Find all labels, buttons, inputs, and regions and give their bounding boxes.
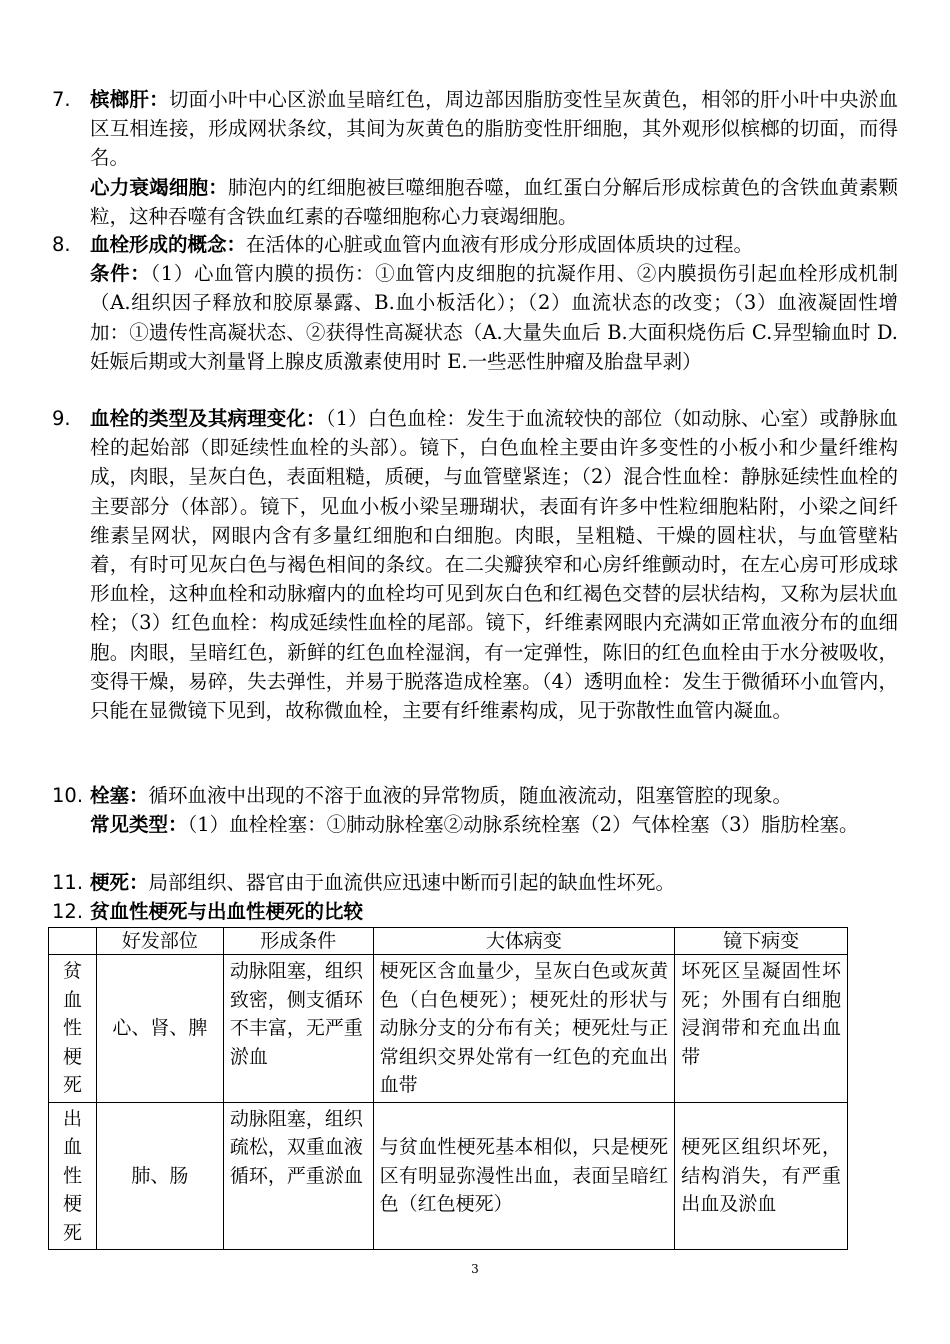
table-cell-type: 出 血 性 梗 死 [49,1102,97,1250]
term-title: 栓塞： [90,784,149,807]
term-title: 血栓的类型及其病理变化： [90,407,326,430]
term-text: 切面小叶中心区淤血呈暗红色，周边部因脂肪变性呈灰黄色，相邻的肝小叶中央淤血区互相连接，形成网状条纹，其间为灰黄色的脂肪变性肝细胞，其外观形似槟榔的切面，而得名。 [90,88,898,170]
table-cell-micro: 梗死区组织坏死，结构消失，有严重出血及淤血 [675,1102,848,1250]
table-header: 形成条件 [223,928,373,955]
item-11 [52,868,898,897]
table-header-row [49,928,848,955]
term-title: 梗死： [90,871,149,894]
subterm-title: 常见类型： [90,813,188,837]
table-cell-gross: 梗死区含血量少，呈灰白色或灰黄色（白色梗死）；梗死灶的形状与动脉分支的分布有关；梗死灶与正常组织交界处常有一红色的充血出血带 [373,955,675,1103]
term-text: 局部组织、器官由于血流供应迅速中断而引起的缺血性坏死。 [148,871,676,894]
subterm-text: （1）血栓栓塞：①肺动脉栓塞②动脉系统栓塞（2）气体栓塞（3）脂肪栓塞。 [187,813,859,837]
item-9 [52,404,898,725]
table-cell-condition: 动脉阻塞，组织疏松，双重血液循环，严重淤血 [223,1102,373,1250]
table-header [49,928,97,955]
item-number: 11. [52,871,84,894]
item-number: 7. [52,88,71,111]
term-text: 循环血液中出现的不溶于血液的异常物质，随血液流动，阻塞管腔的现象。 [148,784,793,807]
table-cell-site: 肺、肠 [96,1102,223,1250]
page-number: 3 [471,1262,479,1276]
item-10 [52,781,898,839]
subterm-title: 心力衰竭细胞： [90,175,228,199]
item-number: 10. [52,784,84,807]
table-cell-micro: 坏死区呈凝固性坏死；外围有白细胞浸润带和充血出血带 [675,955,848,1103]
term-title: 血栓形成的概念： [90,233,247,256]
item-number: 12. [52,900,84,923]
item-7 [52,85,898,231]
table-row [49,955,848,1103]
table-cell-type: 贫 血 性 梗 死 [49,955,97,1103]
table-cell-gross: 与贫血性梗死基本相似，只是梗死区有明显弥漫性出血，表面呈暗红色（红色梗死） [373,1102,675,1250]
item-number: 9. [52,407,71,430]
item-12 [52,897,898,926]
table-header: 大体病变 [373,928,675,955]
term-text: 在活体的心脏或血管内血液有形成分形成固体质块的过程。 [246,233,754,256]
subterm-title: 条件： [90,262,151,286]
item-number: 8. [52,233,71,256]
table-cell-site: 心、肾、脾 [96,955,223,1103]
comparison-table [48,927,848,1250]
table-cell-condition: 动脉阻塞，组织致密，侧支循环不丰富，无严重淤血 [223,955,373,1103]
subterm-text: （1）心血管内膜的损伤：①血管内皮细胞的抗凝作用、②内膜损伤引起血栓形成机制（A.组织因子释放和胶原暴露、B.血小板活化）；（2）血流状态的改变；（3）血液凝固性增加：①遗传性高凝状态、②获得性高凝状态（A.大量失血后 B.大面积烧伤后 C.异型输血时 D.妊娠后期或大剂量肾上腺皮质激素使用时 E.一些恶性肿瘤及胎盘早剥） [90,262,898,373]
table-header: 好发部位 [96,928,223,955]
term-title: 贫血性梗死与出血性梗死的比较 [90,900,364,923]
item-8 [52,230,898,376]
table-row [49,1102,848,1250]
table-header: 镜下病变 [675,928,848,955]
term-text: （1）白色血栓：发生于血流较快的部位（如动脉、心室）或静脉血栓的起始部（即延续性血栓的头部）。镜下，白色血栓主要由许多变性的小板小和少量纤维构成，肉眼，呈灰白色，表面粗糙，质硬，与血管壁紧连；（2）混合性血栓：静脉延续性血栓的主要部分（体部）。镜下，见血小板小梁呈珊瑚状，表面有许多中性粒细胞粘附，小梁之间纤维素呈网状，网眼内含有多量红细胞和白细胞。肉眼，呈粗糙、干燥的圆柱状，与血管壁粘着，有时可见灰白色与褐色相间的条纹。在二尖瓣狭窄和心房纤维颤动时，在左心房可形成球形血栓，这种血栓和动脉瘤内的血栓均可见到灰白色和红褐色交替的层状结构，又称为层状血栓；（3）红色血栓：构成延续性血栓的尾部。镜下，纤维素网眼内充满如正常血液分布的血细胞。肉眼，呈暗红色，新鲜的红色血栓湿润，有一定弹性，陈旧的红色血栓由于水分被吸收，变得干燥，易碎，失去弹性，并易于脱落造成栓塞。（4）透明血栓：发生于微循环小血管内，只能在显微镜下见到，故称微血栓，主要有纤维素构成，见于弥散性血管内凝血。 [90,407,898,723]
term-title: 槟榔肝： [90,88,169,111]
subterm-text: 肺泡内的红细胞被巨噬细胞吞噬，血红蛋白分解后形成棕黄色的含铁血黄素颗粒，这种吞噬有含铁血红素的吞噬细胞称心力衰竭细胞。 [90,175,898,228]
